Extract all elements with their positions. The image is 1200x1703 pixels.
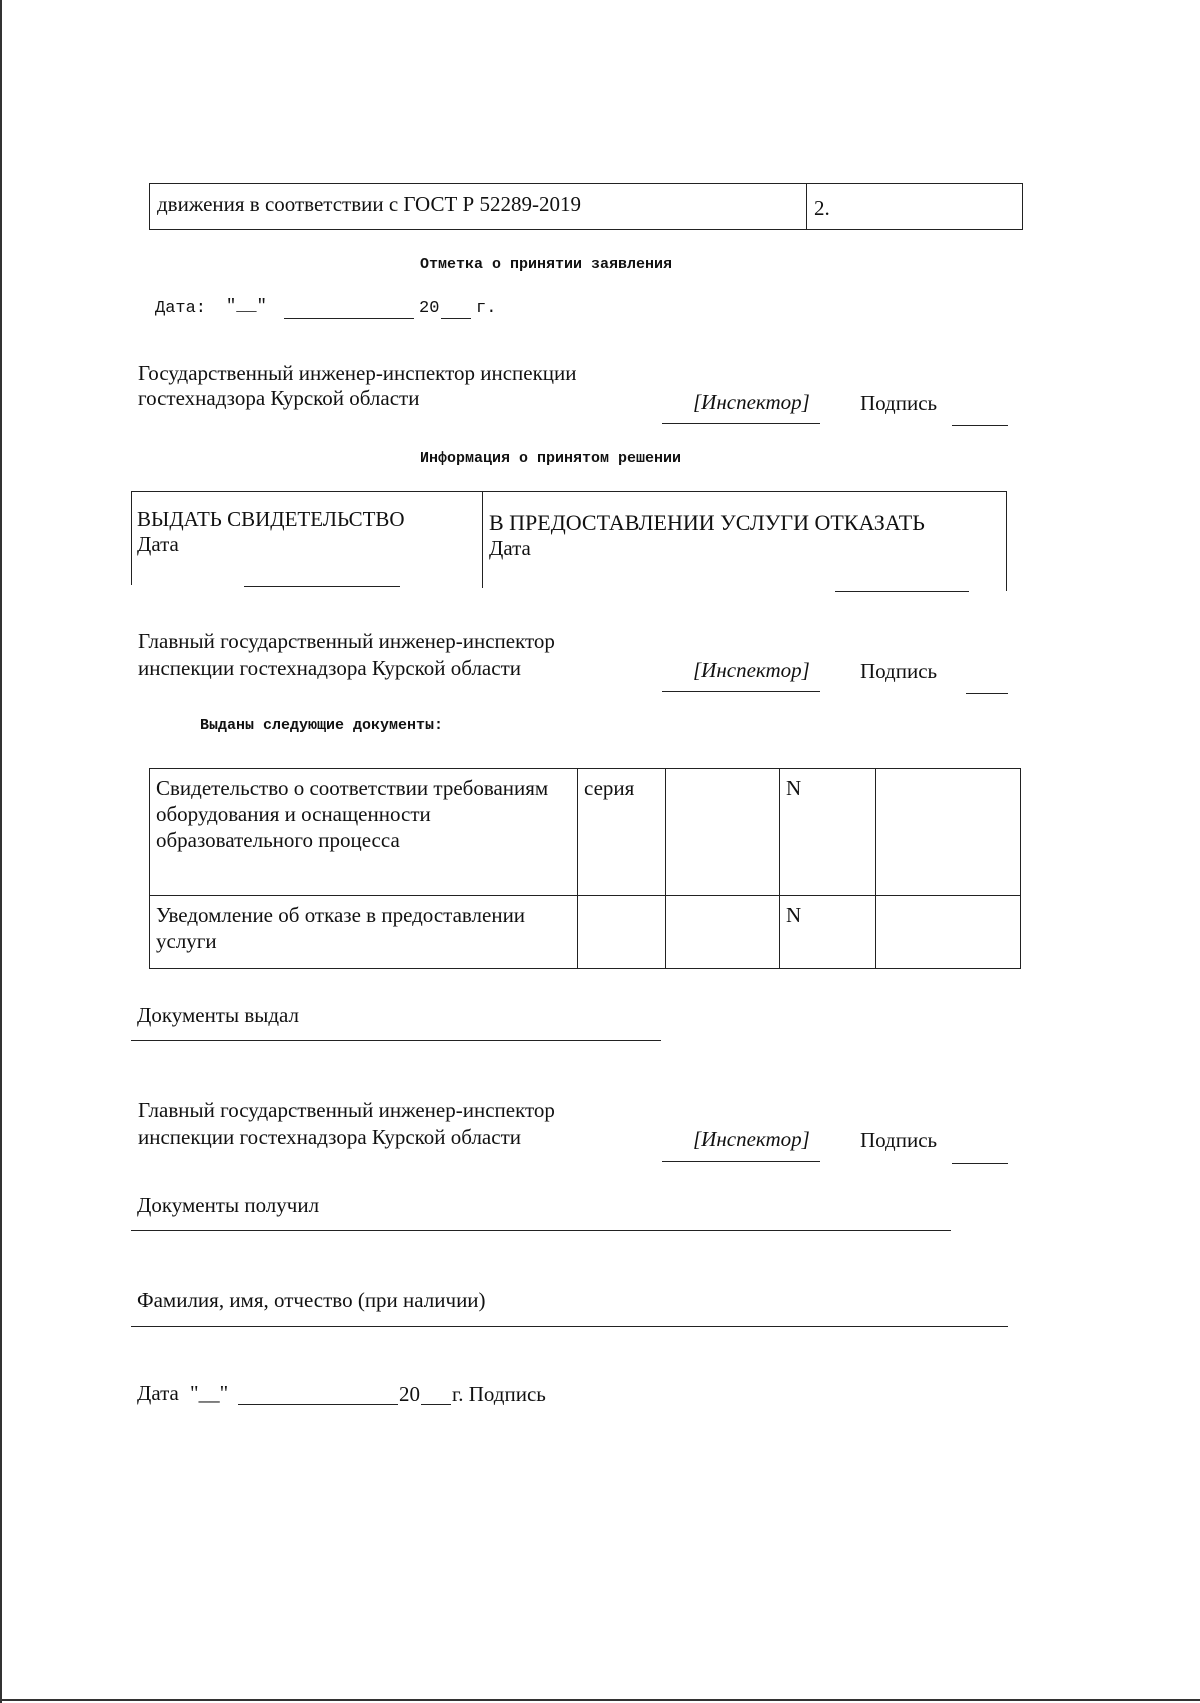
inspector-1-line1: Государственный инженер-инспектор инспекции — [138, 361, 577, 385]
inspector-1-signature: Подпись — [860, 391, 938, 415]
documents-issued-by-label: Документы выдал — [137, 1003, 300, 1027]
issued-row-2-number-value — [876, 896, 1021, 969]
inspector-2-line1: Главный государственный инженер-инспектор — [138, 629, 555, 653]
inspector-3-line2: инспекции гостехнадзора Курской области — [138, 1125, 521, 1149]
issued-row-2-series — [578, 896, 666, 969]
issued-row-2-name: Уведомление об отказе в предоставлении услуги — [150, 896, 578, 969]
inspector-2-name-line — [662, 691, 820, 692]
inspector-1-name-line — [662, 423, 820, 424]
inspector-3-name: [Инспектор] — [693, 1127, 810, 1151]
inspector-1-name: [Инспектор] — [693, 390, 810, 414]
inspector-1-signature-line — [952, 425, 1008, 426]
issued-row-1-series: серия — [578, 769, 666, 896]
acceptance-date-label: Дата: — [155, 299, 207, 318]
decision-box-top — [131, 491, 1007, 492]
documents-issued-by-line — [131, 1040, 661, 1041]
decision-box-right — [1006, 491, 1007, 591]
final-date-year-line — [421, 1404, 451, 1405]
issued-documents-table — [149, 768, 1021, 969]
decision-left-date: Дата — [137, 532, 179, 556]
scan-edge-bottom — [0, 1699, 1200, 1701]
final-date-year: 20 — [399, 1382, 420, 1406]
acceptance-date-year-line — [441, 318, 471, 319]
documents-received-by-line — [131, 1230, 951, 1231]
issued-row-2-number: N — [780, 896, 876, 969]
decision-left-date-line — [244, 586, 400, 587]
inspector-3-signature: Подпись — [860, 1128, 938, 1152]
scan-edge-left — [0, 0, 2, 1703]
full-name-line — [131, 1326, 1008, 1327]
decision-title: Информация о принятом решении — [420, 450, 682, 467]
inspector-2-signature: Подпись — [860, 659, 938, 683]
final-date-suffix: г. Подпись — [452, 1382, 546, 1406]
decision-box-divider — [482, 491, 483, 588]
issued-row-1-number-value — [876, 769, 1021, 896]
acceptance-date-suffix: г. — [476, 299, 497, 318]
full-name-label: Фамилия, имя, отчество (при наличии) — [137, 1288, 486, 1312]
acceptance-date-month-line — [284, 318, 414, 319]
inspector-3-name-line — [662, 1161, 820, 1162]
table-row — [150, 896, 1021, 969]
issued-row-1-name: Свидетельство о соответствии требованиям оборудования и оснащенности образовательного процесса — [150, 769, 578, 896]
issued-row-1-series-value — [666, 769, 780, 896]
final-date-label: Дата — [137, 1381, 179, 1405]
top-table-number: 2. — [814, 196, 830, 220]
issued-title: Выданы следующие документы: — [200, 717, 444, 734]
final-date-quote: "__" — [190, 1381, 229, 1405]
acceptance-date-quote: "__" — [226, 297, 267, 316]
inspector-1-line2: гостехнадзора Курской области — [138, 386, 420, 410]
inspector-2-name: [Инспектор] — [693, 658, 810, 682]
acceptance-date-year: 20 — [419, 299, 440, 318]
top-table-divider — [806, 183, 807, 230]
inspector-2-signature-line — [966, 693, 1008, 694]
decision-left-heading: ВЫДАТЬ СВИДЕТЕЛЬСТВО — [137, 507, 405, 531]
decision-box-left — [131, 491, 132, 585]
documents-received-by-label: Документы получил — [137, 1193, 320, 1217]
inspector-2-line2: инспекции гостехнадзора Курской области — [138, 656, 521, 680]
final-date-month-line — [238, 1404, 398, 1405]
decision-right-date-line — [835, 591, 969, 592]
acceptance-title: Отметка о принятии заявления — [420, 256, 673, 273]
decision-right-heading: В ПРЕДОСТАВЛЕНИИ УСЛУГИ ОТКАЗАТЬ — [489, 510, 925, 535]
issued-row-1-number: N — [780, 769, 876, 896]
decision-right-date: Дата — [489, 536, 531, 560]
inspector-3-line1: Главный государственный инженер-инспектор — [138, 1098, 555, 1122]
top-table-text: движения в соответствии с ГОСТ Р 52289-2019 — [157, 192, 581, 216]
issued-row-2-series-value — [666, 896, 780, 969]
table-row — [150, 769, 1021, 896]
inspector-3-signature-line — [952, 1163, 1008, 1164]
